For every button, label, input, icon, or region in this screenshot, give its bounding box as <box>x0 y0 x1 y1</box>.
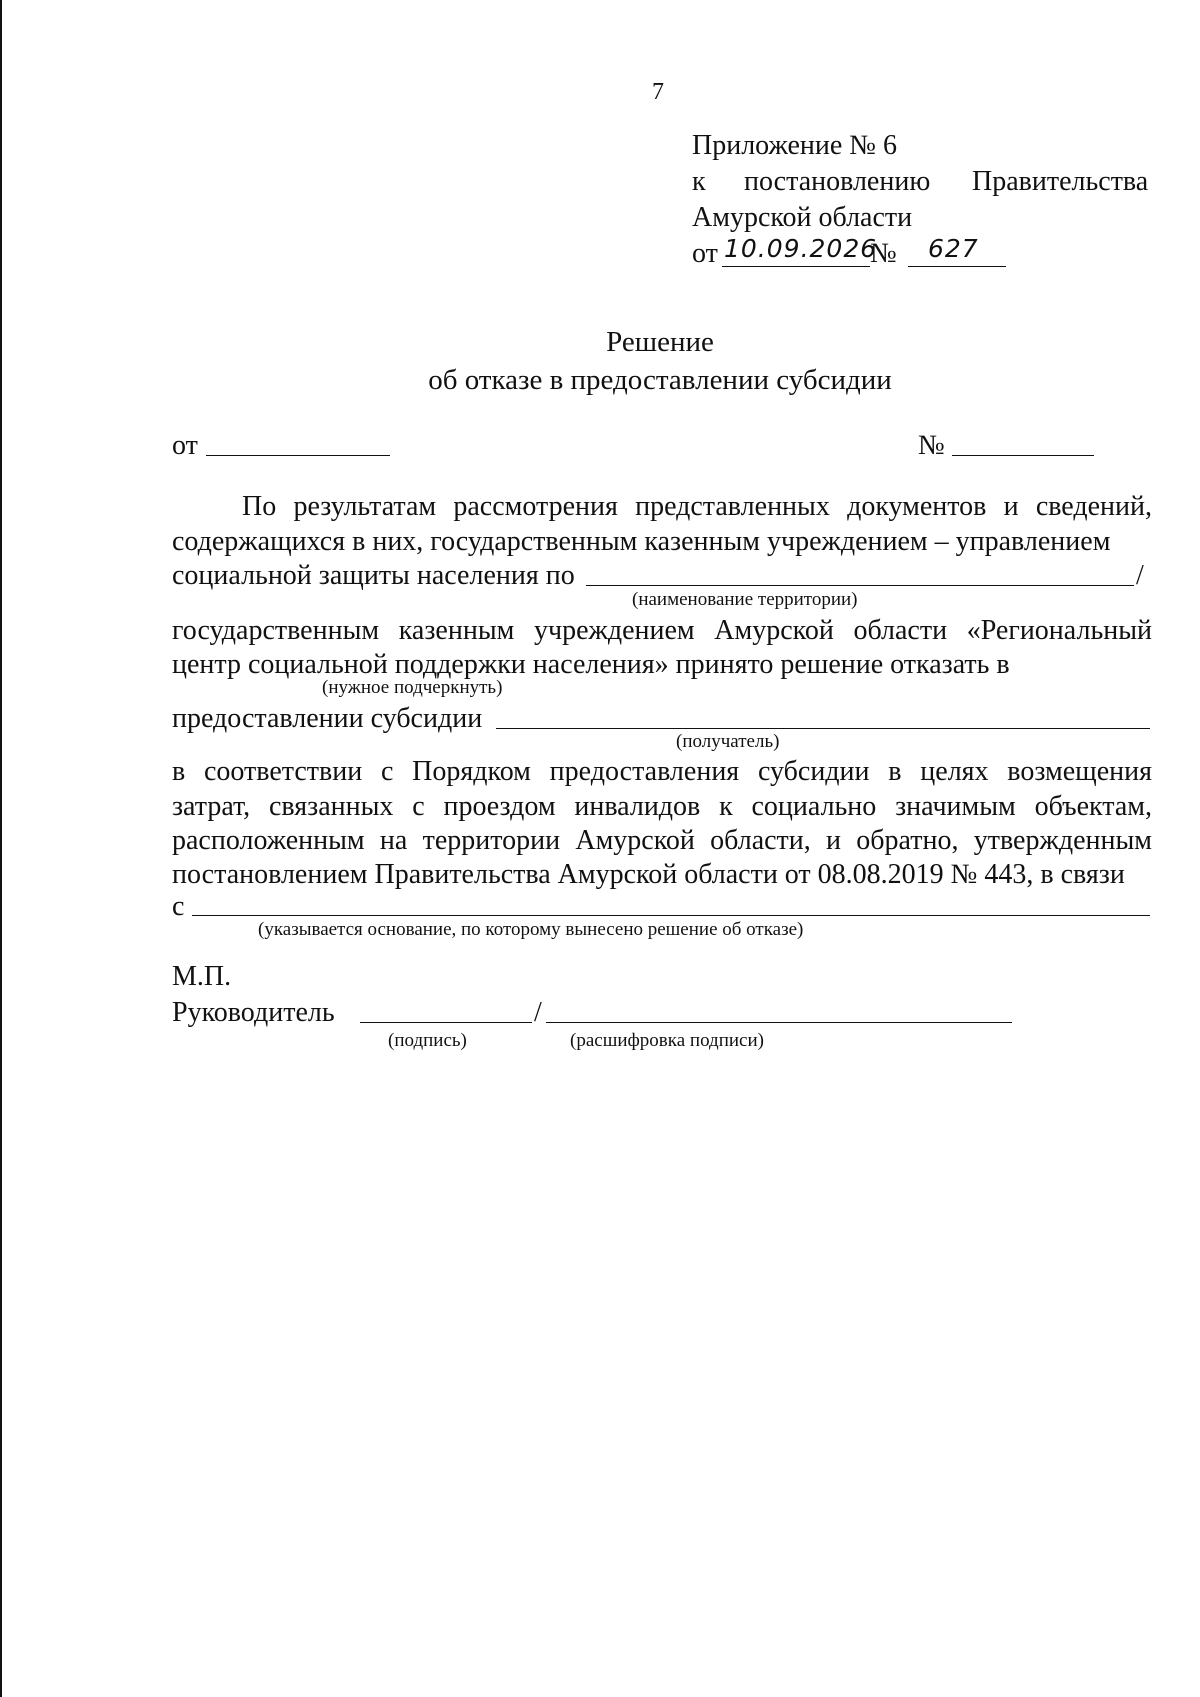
appendix-from-label: от <box>692 238 718 269</box>
appendix-resolution-word: постановлению <box>744 166 931 197</box>
reason-field <box>192 915 1150 916</box>
territory-slash: / <box>1136 560 1144 591</box>
signature-field <box>360 1022 532 1023</box>
paragraph-1-line-3: социальной защиты населения по <box>172 560 575 591</box>
reason-caption: (указывается основание, по которому вынесено решение об отказе) <box>258 919 804 940</box>
appendix-government-word: Правительства <box>972 166 1149 197</box>
paragraph-2-line-1: государственным казенным учреждением Амурской области «Региональный <box>172 615 1152 646</box>
stamp-placeholder: М.П. <box>172 961 232 992</box>
handwritten-date: 10.09.2026 <box>724 234 878 263</box>
appendix-to-word: к <box>692 166 706 197</box>
head-label: Руководитель <box>172 997 335 1028</box>
signature-slash: / <box>534 997 542 1028</box>
paragraph-4-line-1: в соответствии с Порядком предоставления субсидии в целях возмещения <box>172 756 1152 787</box>
date-underline <box>722 266 870 267</box>
territory-caption: (наименование территории) <box>632 589 858 610</box>
page-number: 7 <box>652 79 664 105</box>
paragraph-2-line-2: центр социальной поддержки населения» принято решение отказать в <box>172 649 1010 680</box>
paragraph-1-line-1: По результатам рассмотрения представленных документов и сведений, <box>242 491 1152 522</box>
decision-number-field <box>952 455 1094 456</box>
recipient-caption: (получатель) <box>676 731 780 752</box>
decision-date-label: от <box>172 430 198 461</box>
underline-caption: (нужное подчеркнуть) <box>322 677 503 698</box>
decision-date-field <box>206 455 390 456</box>
signature-decoding-field <box>546 1022 1012 1023</box>
paragraph-4-line-2: затрат, связанных с проездом инвалидов к социально значимым объектам, <box>172 791 1152 822</box>
page-left-edge <box>0 0 2 1697</box>
paragraph-3-line-1: предоставлении субсидии <box>172 703 483 734</box>
paragraph-1-line-2: содержащихся в них, государственным казенным учреждением – управлением <box>172 526 1111 557</box>
paragraph-4-line-4: постановлением Правительства Амурской области от 08.08.2019 № 443, в связи <box>172 859 1125 890</box>
territory-field <box>586 585 1134 586</box>
paragraph-4-line-5: с <box>172 891 185 922</box>
appendix-title: Приложение № 6 <box>692 130 897 161</box>
document-title: Решение <box>606 326 714 358</box>
document-subtitle: об отказе в предоставлении субсидии <box>428 364 892 396</box>
recipient-field <box>496 728 1150 729</box>
handwritten-number: 627 <box>928 234 979 263</box>
appendix-number-label: № <box>870 238 897 269</box>
signature-decoding-caption: (расшифровка подписи) <box>570 1030 764 1051</box>
decision-number-label: № <box>918 430 945 461</box>
signature-caption: (подпись) <box>388 1030 467 1051</box>
appendix-region: Амурской области <box>692 202 913 233</box>
paragraph-4-line-3: расположенным на территории Амурской области, и обратно, утвержденным <box>172 825 1152 856</box>
number-underline <box>908 266 1006 267</box>
